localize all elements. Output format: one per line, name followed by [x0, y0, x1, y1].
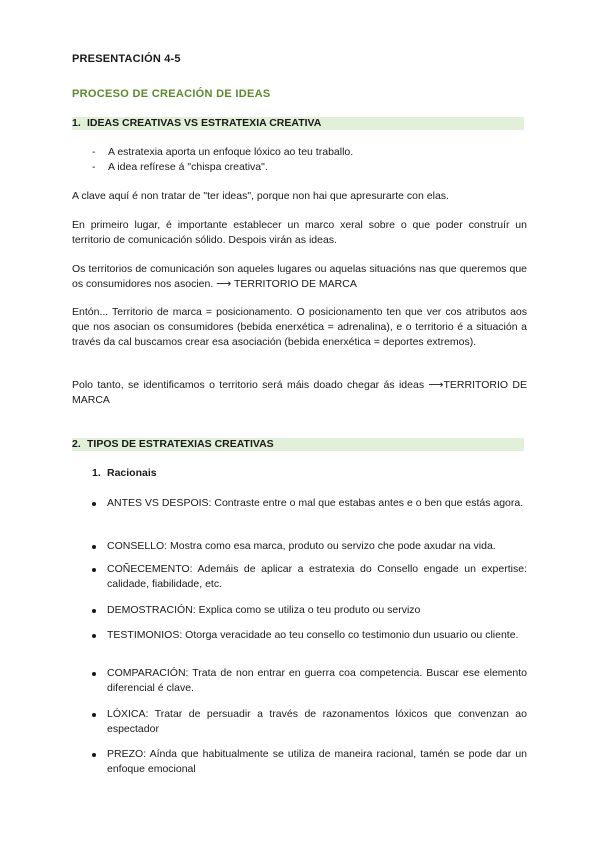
dash-marker: - [92, 161, 96, 173]
list-item [92, 747, 527, 777]
dash-item [92, 145, 353, 160]
list-item-text: TESTIMONIOS: Otorga veracidade ao teu consello co testimonio dun usuario ou cliente. [107, 629, 519, 641]
list-item-text: PREZO: Aínda que habitualmente se utiliza de maneira racional, tamén se pode dar un enfoque emocional [107, 748, 527, 775]
section-1-number: 1. [72, 117, 81, 129]
list-item-text: DEMOSTRACIÓN: Explica como se utiliza o teu produto ou servizo [107, 604, 421, 616]
list-item [92, 603, 527, 618]
bullet-icon [92, 502, 96, 506]
list-item-text: COMPARACIÓN: Trata de non entrar en guerra coa competencia. Buscar ese elemento diferencial é clave. [107, 667, 527, 694]
paragraph: A clave aquí é non tratar de "ter ideas", porque non hai que apresurarte con elas. [72, 190, 449, 202]
list-item [92, 707, 527, 737]
list-item-text: ANTES VS DESPOIS: Contraste entre o mal que estabas antes e o ben que estás agora. [107, 497, 524, 509]
paragraph: Entón... Territorio de marca = posicionamento. O posicionamento ten que ver cos atributos aos que nos asocian os consumidores (bebida enerxética = adrenalina), e o territorio é a situación a través da cal buscamos crear esa asociación (bebida enerxética = deportes extremos). [72, 306, 527, 348]
list-item [92, 666, 527, 696]
bullet-icon [92, 672, 96, 676]
section-2-heading [72, 438, 524, 451]
list-item [92, 496, 527, 511]
section-1-heading [72, 117, 524, 130]
bullet-icon [92, 634, 96, 638]
bullet-icon [92, 568, 96, 572]
bullet-icon [92, 609, 96, 613]
list-item-text: CONSELLO: Mostra como esa marca, produto ou servizo che pode axudar na vida. [107, 540, 496, 552]
list-item-text: COÑECEMENTO: Ademáis de aplicar a estratexia do Consello engade un expertise: calidade, fiabilidade, etc. [107, 563, 527, 590]
document-title: PRESENTACIÓN 4-5 [72, 53, 181, 65]
dash-item-text: A idea refírese á "chispa creativa". [108, 161, 268, 173]
bullet-icon [92, 713, 96, 717]
dash-item-text: A estratexia aporta un enfoque lóxico ao teu traballo. [108, 146, 354, 158]
paragraph: Polo tanto, se identificamos o territorio será máis doado chegar ás ideas ⟶TERRITORIO DE MARCA [72, 379, 527, 406]
list-item [92, 628, 527, 643]
subsection-number: 1. [92, 467, 101, 479]
document-subtitle: PROCESO DE CREACIÓN DE IDEAS [72, 88, 271, 100]
section-2-heading-text: TIPOS DE ESTRATEXIAS CREATIVAS [87, 438, 274, 450]
list-item-text: LÓXICA: Tratar de persuadir a través de razonamentos lóxicos que convenzan ao espectador [107, 708, 527, 735]
list-item [92, 539, 527, 554]
section-2-number: 2. [72, 438, 81, 450]
subsection-title [92, 467, 157, 479]
section-1-heading-text: IDEAS CREATIVAS VS ESTRATEXIA CREATIVA [87, 117, 322, 129]
list-item [92, 562, 527, 592]
paragraph: Os territorios de comunicación son aqueles lugares ou aquelas situacións nas que queremos que os consumidores nos asocien. ⟶ TERRITORIO DE MARCA [72, 263, 527, 290]
bullet-icon [92, 753, 96, 757]
dash-item [92, 160, 268, 175]
subsection-title-text: Racionais [107, 467, 157, 479]
paragraph: En primeiro lugar, é importante establecer un marco xeral sobre o que poder construír un territorio de comunicación sólido. Despois virán as ideas. [72, 219, 527, 246]
bullet-icon [92, 545, 96, 549]
dash-marker: - [92, 146, 96, 158]
